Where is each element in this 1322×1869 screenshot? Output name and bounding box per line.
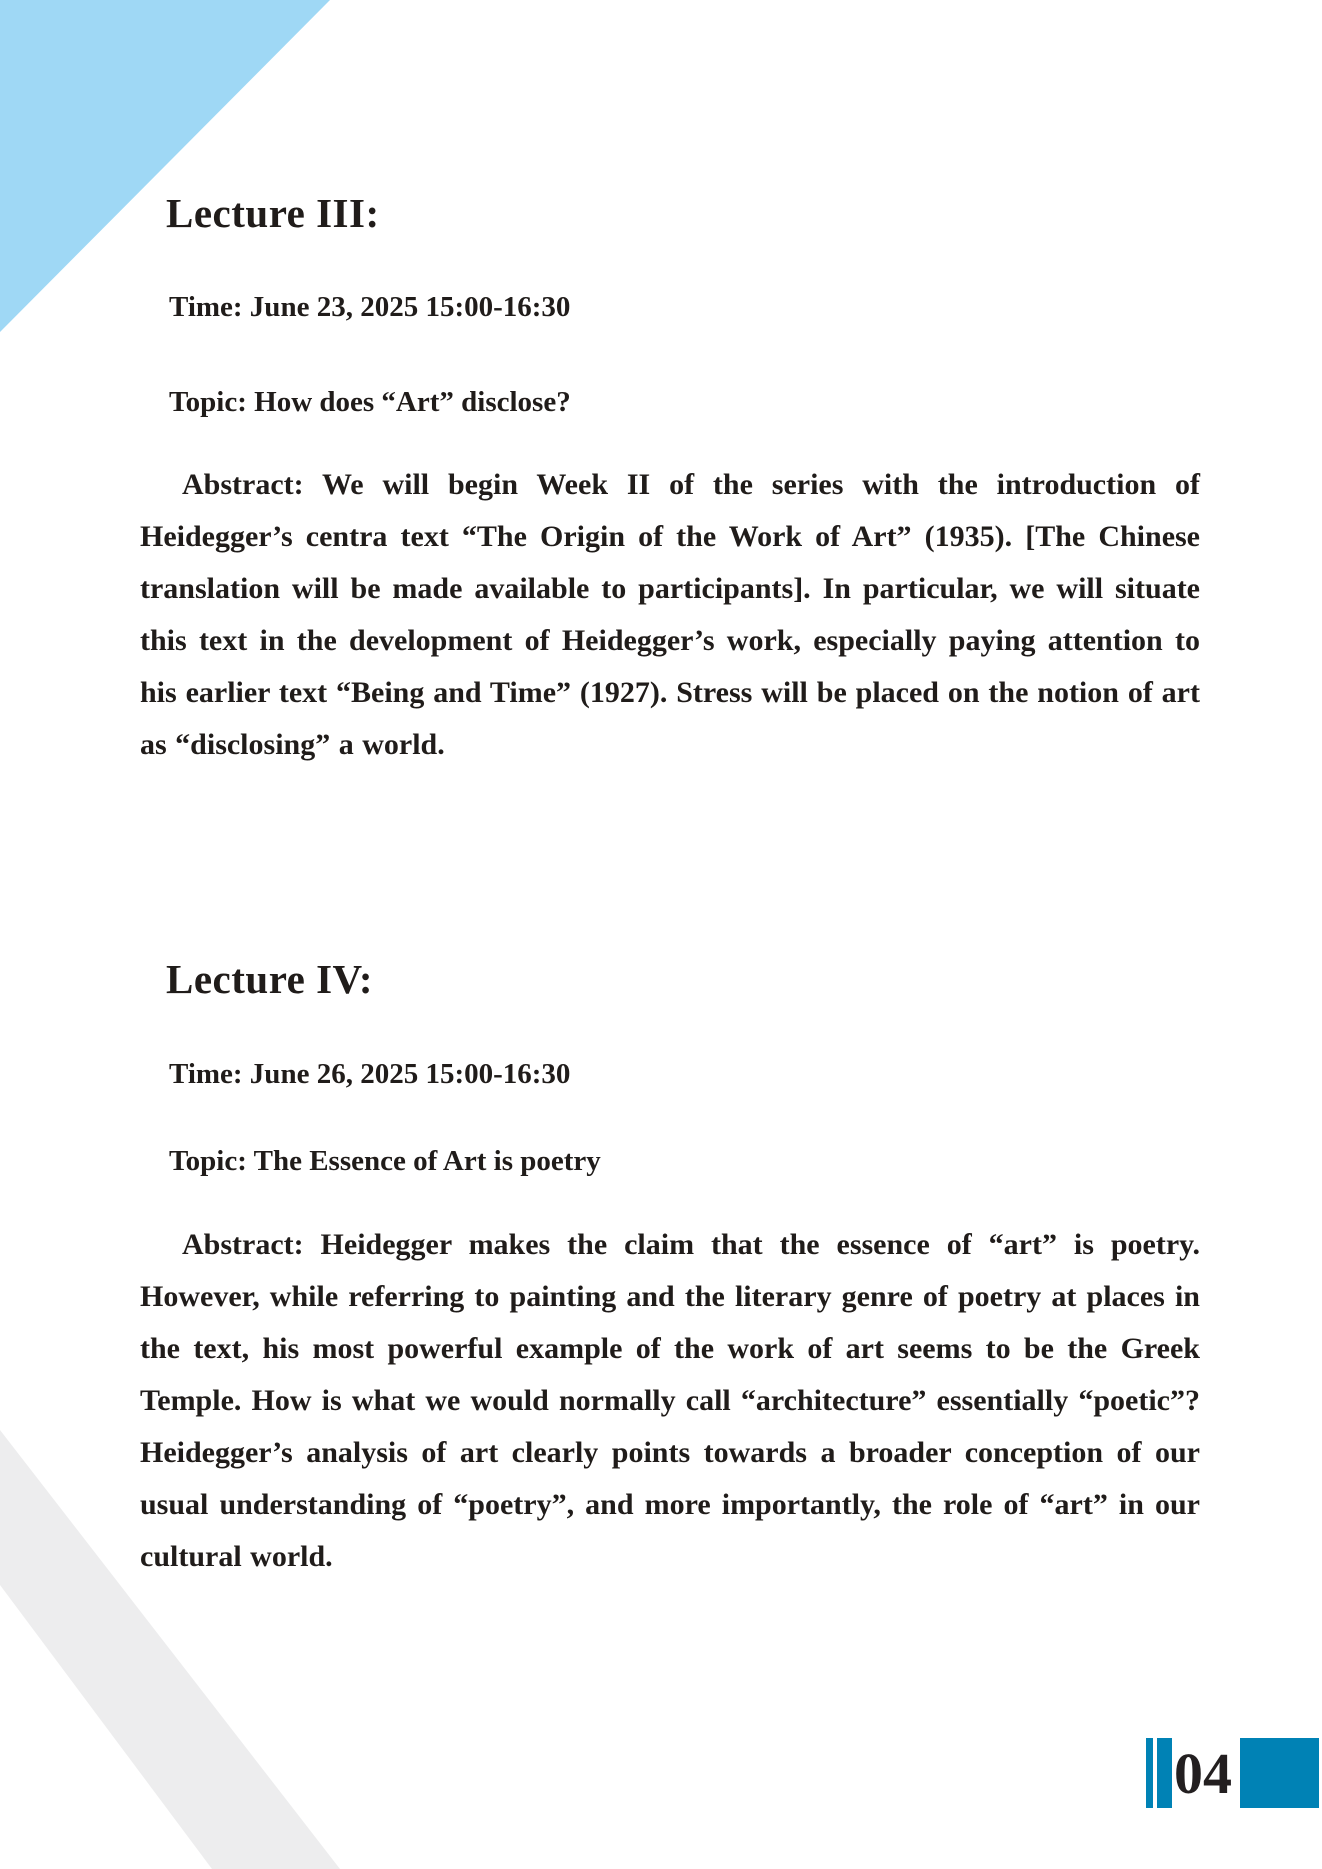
lecture-iii-abstract: Abstract: We will begin Week II of the series with the introduction of Heidegger’s centra text “The Origin of the Work of Art” (1935). [The Chinese translation will be made available to participants]. In particular, we will situate this text in the development of Heidegger’s work, especially paying attention to his earlier text “Being and Time” (1927). Stress will be placed on the notion of art as “disclosing” a world. (140, 468, 1200, 761)
page-number: 04 (1174, 1740, 1232, 1806)
lecture-iii-time: Time: June 23, 2025 15:00-16:30 (169, 291, 571, 323)
lecture-iv-time: Time: June 26, 2025 15:00-16:30 (169, 1058, 571, 1090)
footer-accent-bar-thin (1146, 1738, 1153, 1808)
footer-accent-bar-wide (1157, 1738, 1172, 1808)
lecture-iv-topic: Topic: The Essence of Art is poetry (169, 1145, 601, 1177)
top-left-triangle-decoration (0, 0, 330, 332)
lecture-iv-title: Lecture IV: (166, 956, 374, 1002)
lecture-iii-topic: Topic: How does “Art” disclose? (169, 386, 571, 418)
footer-accent-block (1240, 1738, 1319, 1808)
lecture-iv-abstract: Abstract: Heidegger makes the claim that the essence of “art” is poetry. However, while referring to painting and the literary genre of poetry at places in the text, his most powerful example of the work of art seems to be the Greek Temple. How is what we would normally call “architecture” essentially “poetic”? Heidegger’s analysis of art clearly points towards a broader conception of our usual understanding of “poetry”, and more importantly, the role of “art” in our cultural world. (140, 1228, 1200, 1573)
lecture-iii-title: Lecture III: (166, 190, 380, 236)
